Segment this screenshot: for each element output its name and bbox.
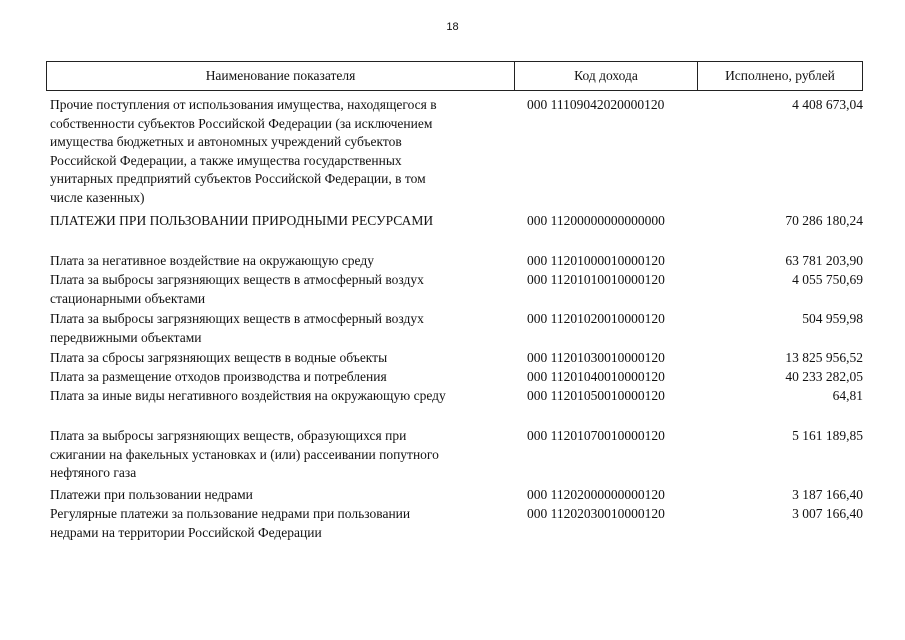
row-amount: 3 007 166,40 — [792, 506, 863, 521]
header-executed: Исполнено, рублей — [725, 68, 835, 83]
row-amount: 3 187 166,40 — [792, 487, 863, 502]
row-code: 000 11201030010000120 — [527, 350, 665, 365]
row-name — [50, 212, 515, 231]
row-amount: 4 408 673,04 — [792, 97, 863, 112]
row-name — [50, 486, 515, 505]
row-code: 000 11200000000000000 — [527, 213, 665, 228]
row-name-line: Платежи при пользовании недрами — [50, 487, 253, 502]
row-name-line: сжигании на факельных установках и (или) рассеивании попутного — [50, 446, 439, 462]
row-name — [50, 310, 515, 347]
row-name — [50, 252, 515, 271]
row-amount: 13 825 956,52 — [785, 350, 863, 365]
row-code: 000 11109042020000120 — [527, 97, 665, 112]
row-name — [50, 387, 515, 406]
row-name-line: передвижными объектами — [50, 329, 202, 345]
row-code: 000 11201020010000120 — [527, 311, 665, 326]
row-amount: 64,81 — [832, 388, 863, 403]
row-name — [50, 368, 515, 387]
row-code: 000 11201070010000120 — [527, 428, 665, 443]
row-name-line: Прочие поступления от использования имущества, находящегося в — [50, 97, 437, 112]
row-amount: 40 233 282,05 — [785, 369, 863, 384]
page-number: 18 — [446, 21, 459, 33]
row-name-line: нефтяного газа — [50, 465, 137, 480]
row-name — [50, 427, 515, 483]
row-name-line: недрами на территории Российской Федерации — [50, 524, 322, 540]
row-name-line: Плата за выбросы загрязняющих веществ в атмосферный воздух — [50, 272, 424, 287]
row-name-line: Российской Федерации, а также имущества государственных — [50, 152, 402, 168]
row-name-line: унитарных предприятий субъектов Российской Федерации, в том — [50, 171, 426, 186]
row-name-line: числе казенных) — [50, 189, 145, 205]
row-name-line: Плата за негативное воздействие на окружающую среду — [50, 253, 374, 268]
row-name-line: Плата за сбросы загрязняющих веществ в водные объекты — [50, 350, 388, 365]
row-name-line: Регулярные платежи за пользование недрами при пользовании — [50, 506, 411, 521]
row-code: 000 11201000010000120 — [527, 253, 665, 268]
row-amount: 5 161 189,85 — [792, 428, 863, 443]
row-name-line: Плата за иные виды негативного воздействия на окружающую среду — [50, 388, 446, 403]
row-name — [50, 505, 515, 542]
row-code: 000 11201040010000120 — [527, 369, 665, 384]
row-name-line: имущества бюджетных и автономных учреждений субъектов — [50, 134, 402, 149]
row-name — [50, 349, 515, 368]
row-amount: 504 959,98 — [802, 311, 863, 326]
row-name-line: ПЛАТЕЖИ ПРИ ПОЛЬЗОВАНИИ ПРИРОДНЫМИ РЕСУРСАМИ — [50, 213, 434, 228]
row-amount: 63 781 203,90 — [785, 253, 863, 268]
row-code: 000 11202000000000120 — [527, 487, 665, 502]
row-code: 000 11201050010000120 — [527, 388, 665, 403]
row-name-line: стационарными объектами — [50, 290, 206, 306]
row-name — [50, 96, 515, 207]
row-name-line: собственности субъектов Российской Федерации (за исключением — [50, 115, 433, 131]
row-name-line: Плата за размещение отходов производства и потребления — [50, 369, 387, 384]
table-header — [46, 61, 863, 91]
row-code: 000 11202030010000120 — [527, 506, 665, 521]
row-amount: 70 286 180,24 — [785, 213, 863, 228]
header-code: Код дохода — [515, 62, 698, 90]
row-amount: 4 055 750,69 — [792, 272, 863, 287]
row-name-line: Плата за выбросы загрязняющих веществ, образующихся при — [50, 428, 407, 443]
row-name — [50, 271, 515, 308]
header-name: Наименование показателя — [47, 62, 515, 90]
row-name-line: Плата за выбросы загрязняющих веществ в атмосферный воздух — [50, 311, 424, 326]
row-code: 000 11201010010000120 — [527, 272, 665, 287]
